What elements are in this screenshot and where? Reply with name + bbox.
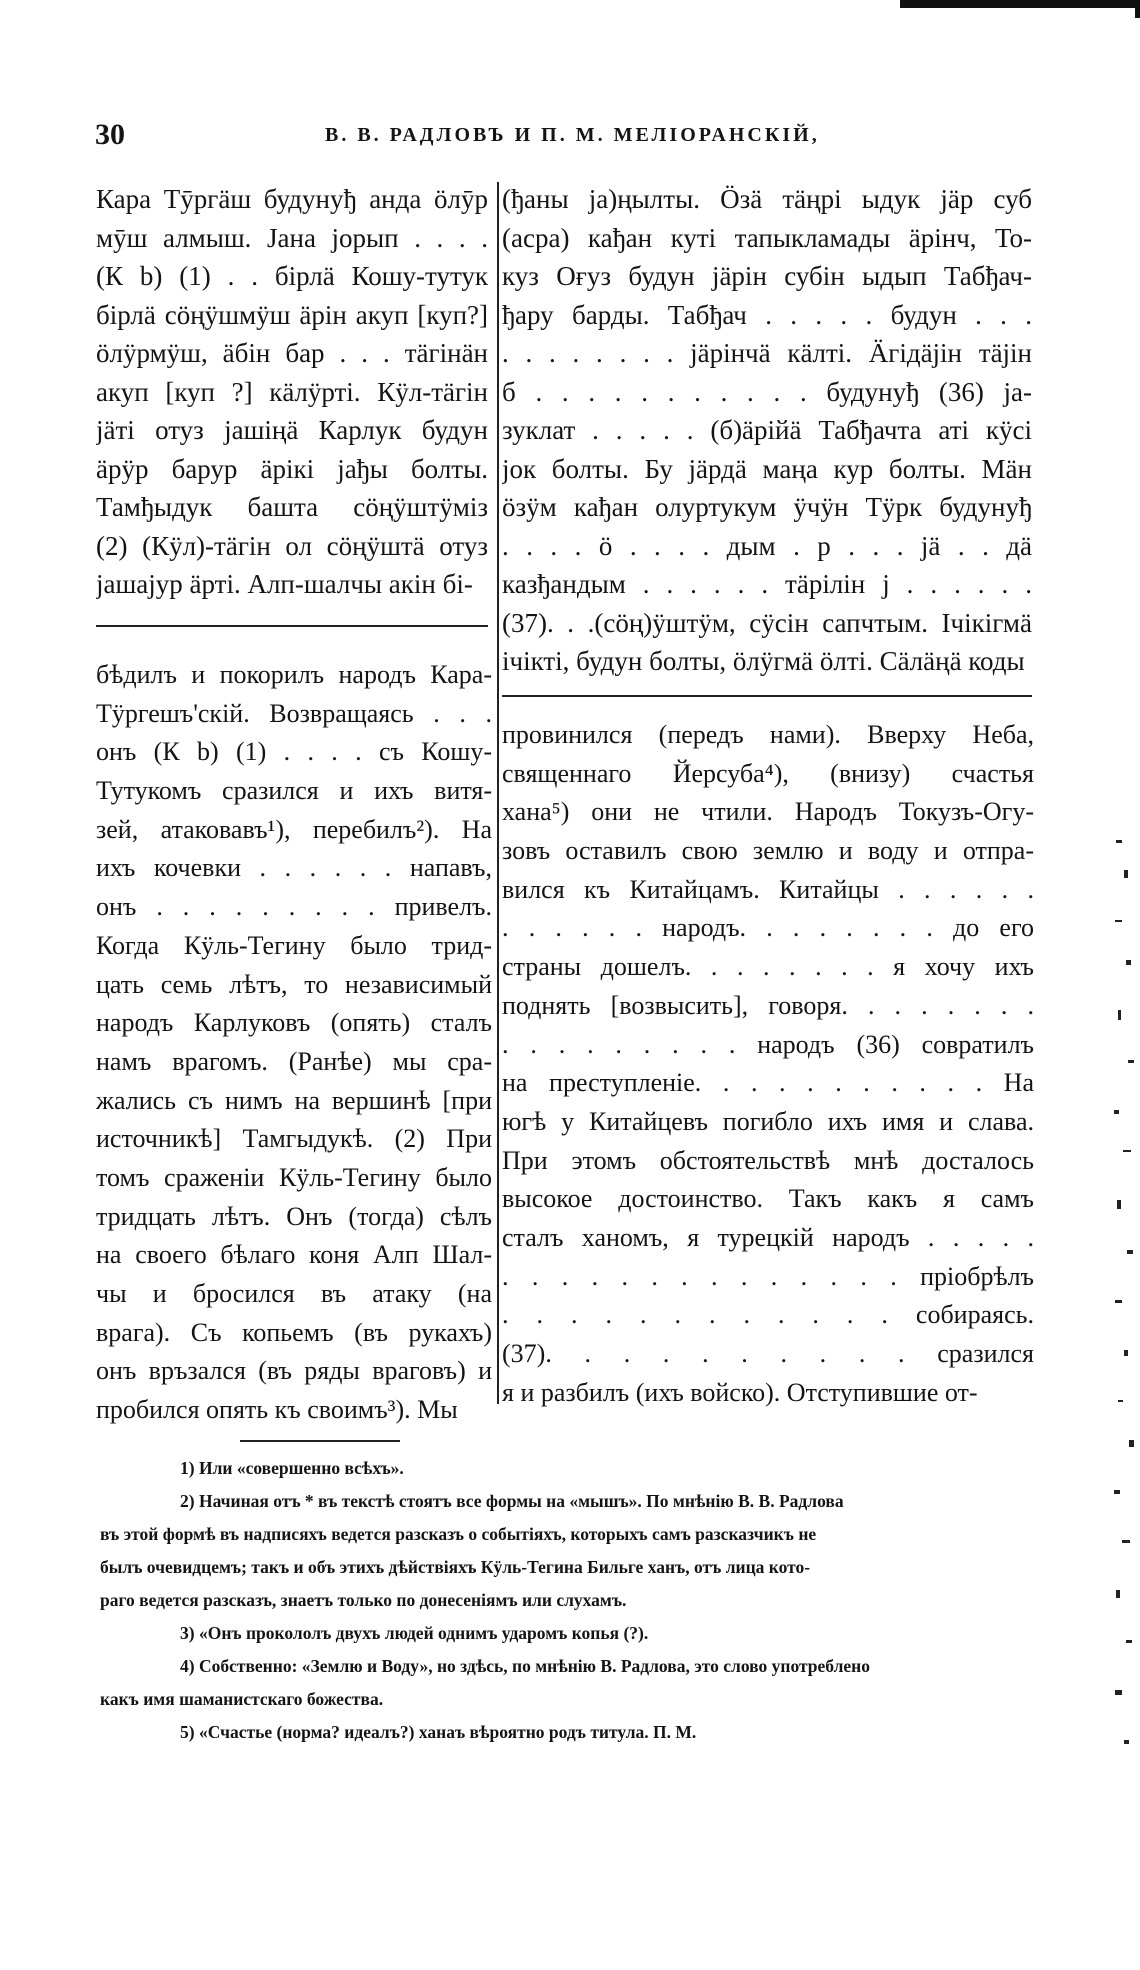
turkic-left-line: јашајур ӓрті. Алп-шалчы акін бі- (96, 569, 473, 599)
russian-left-line: источникѣ] Тамгыдукѣ. (2) При (96, 1124, 492, 1154)
footnote-line: 3) «Онъ прокололъ двухъ людей однимъ ударомъ копья (?). (180, 1623, 649, 1643)
turkic-right-line: . . . . . . . . јӓрінчӓ кӓлті. Ӓгідӓјін тӓјін (502, 338, 1032, 368)
russian-right-line: поднять [возвысить], говоря. . . . . . . . (502, 990, 1034, 1020)
column-divider (497, 182, 499, 1404)
russian-right-line: на преступленіе. . . . . . . . . . . На (502, 1068, 1034, 1098)
russian-left-line: онъ връзался (въ ряды враговъ) и (96, 1356, 492, 1386)
turkic-right-line: (37). . .(сӧң)ӱштӱм, сӱсін сапчтым. Ічікігмӓ (502, 607, 1032, 638)
russian-left-line: жались съ нимъ на вершинѣ [при (96, 1085, 492, 1115)
russian-left-line: томъ сраженіи Кӱль-Тегину было (96, 1162, 492, 1192)
turkic-text-left-column (96, 180, 488, 604)
turkic-right-line: (асра) кађан куті тапыкламады ӓрінч, То- (502, 222, 1032, 253)
russian-right-line: При этомъ обстоятельствѣ мнѣ досталось (502, 1145, 1034, 1175)
russian-left-line: намъ врагомъ. (Ранѣе) мы сра- (96, 1046, 492, 1076)
scan-edge-artifact (1112, 830, 1140, 1790)
russian-left-line: Тӱргешъ'скій. Возвращаясь . . . (96, 698, 492, 728)
russian-right-line: югѣ у Китайцевъ погибло ихъ имя и слава. (502, 1106, 1034, 1136)
russian-left-line: народъ Карлуковъ (опять) сталъ (96, 1008, 492, 1038)
russian-left-line: на своего бѣлаго коня Алп Шал- (96, 1240, 492, 1270)
footnote-line: въ этой формѣ въ надписяхъ ведется разсказъ о событіяхъ, которыхъ самъ разсказчикъ не (100, 1524, 817, 1544)
turkic-left-line: ӓрӱр барур ӓрікі јађы болты. (96, 453, 488, 484)
turkic-left-line: Кара Тӯргӓш будунуђ анда ӧлӯр (96, 184, 488, 214)
page-number: 30 (95, 118, 125, 151)
footnote-line: 5) «Счастье (норма? идеалъ?) ханаъ вѣроятно родъ титула. П. М. (180, 1722, 697, 1742)
russian-right-line: хана⁵) они не чтили. Народъ Токузъ-Огу- (502, 797, 1034, 827)
scan-edge-mark (900, 0, 1140, 8)
russian-right-line: . . . . . . народъ. . . . . . . . до его (502, 913, 1034, 943)
turkic-right-line: ічікті, будун болты, ӧлӱгмӓ ӧлті. Сӓлӓңӓ коды (502, 646, 1025, 676)
russian-left-line: онъ . . . . . . . . . привелъ. (96, 892, 492, 922)
turkic-right-line: јок болты. Бу јӓрдӓ маңа кур болты. Мӓн (502, 453, 1032, 484)
turkic-left-line: мӯш алмыш. Јана јорып . . . . (96, 222, 488, 253)
russian-left-line: врага). Съ копьемъ (въ рукахъ) (96, 1317, 492, 1347)
russian-right-line: страны дошелъ. . . . . . . . я хочу ихъ (502, 952, 1034, 982)
turkic-left-line: ӧлӱрмӱш, ӓбін бар . . . тӓгінӓн (96, 338, 488, 368)
russian-right-line: . . . . . . . . . народъ (36) совратилъ (502, 1029, 1034, 1059)
turkic-left-line: Тамђыдук башта сӧңӱштӱміз (96, 492, 488, 522)
scan-edge-mark (1135, 0, 1140, 18)
turkic-left-line: (2) (Кӱл)-тӓгін ол сӧңӱштӓ отуз (96, 530, 488, 561)
russian-right-line: (37). . . . . . . . . . сразился (502, 1339, 1034, 1368)
footnote-line: раго ведется разсказъ, знаетъ только по донесеніямъ или слухамъ. (100, 1590, 627, 1610)
footnote-line: былъ очевидцемъ; такъ и объ этихъ дѣйствіяхъ Кӱль-Тегина Бильге ханъ, отъ лица кото- (100, 1557, 811, 1577)
russian-left-line: чы и бросился въ атаку (на (96, 1279, 492, 1308)
russian-left-line: цать семь лѣтъ, то независимый (96, 969, 492, 999)
russian-left-line: бѣдилъ и покорилъ народъ Кара- (96, 660, 492, 689)
turkic-right-line: . . . . ӧ . . . . дым . р . . . јӓ . . дӓ (502, 530, 1032, 561)
russian-left-line: Когда Кӱль-Тегину было трид- (96, 930, 492, 960)
russian-right-line: . . . . . . . . . . . . собираясь. (502, 1300, 1034, 1330)
russian-left-line: зей, атаковавъ¹), перебилъ²). На (96, 814, 492, 844)
turkic-right-line: (ђаны ја)ңылты. Ӧзӓ тӓңрі ыдук јӓр суб (502, 184, 1032, 214)
turkic-left-line: (К b) (1) . . бірлӓ Кошу-тутук (96, 261, 488, 291)
russian-right-line: . . . . . . . . . . . . . . пріобрѣлъ (502, 1261, 1034, 1291)
russian-right-line: провинился (передъ нами). Вверху Неба, (502, 720, 1034, 749)
russian-left-line: пробился опять къ своимъ³). Мы (96, 1395, 458, 1425)
turkic-right-line: зуклат . . . . . (б)ӓрійӓ Табђачта аті кӱсі (502, 415, 1032, 445)
russian-translation-left-column (96, 656, 492, 1430)
turkic-right-line: ђару барды. Табђач . . . . . будун . . . (502, 299, 1032, 330)
turkic-right-line: ӧзӱм кађан олуртукум ӱчӱн Тӱрк будунуђ (502, 492, 1032, 522)
running-title: В. В. РАДЛОВЪ И П. М. МЕЛІОРАНСКІЙ, (325, 124, 820, 146)
turkic-right-line: казђандым . . . . . . тӓрілін ј . . . . . . (502, 569, 1032, 599)
russian-left-line: ихъ кочевки . . . . . . напавъ, (96, 853, 492, 883)
russian-right-line: я и разбилъ (ихъ войско). Отступившие от- (502, 1377, 978, 1407)
running-head (95, 118, 1075, 158)
section-rule-left (96, 625, 488, 627)
section-rule-right (502, 695, 1032, 697)
turkic-left-line: акуп [куп ?] кӓлӱрті. Кӱл-тӓгін (96, 376, 488, 407)
russian-right-line: сталъ ханомъ, я турецкій народъ . . . . . (502, 1222, 1034, 1252)
russian-left-line: Тутукомъ сразился и ихъ витя- (96, 776, 492, 806)
footnote-rule (240, 1440, 400, 1442)
russian-translation-right-column (502, 716, 1034, 1412)
turkic-text-right-column (502, 180, 1032, 681)
russian-right-line: священнаго Йерсуба⁴), (внизу) счастья (502, 758, 1034, 788)
footnote-line: 4) Собственно: «Землю и Воду», но здѣсь, по мнѣнію В. Радлова, это слово употреблено (180, 1656, 871, 1676)
footnote-line: 1) Или «совершенно всѣхъ». (180, 1458, 404, 1478)
russian-right-line: высокое достоинство. Такъ какъ я самъ (502, 1184, 1034, 1214)
turkic-right-line: б . . . . . . . . . . . будунуђ (36) ја- (502, 376, 1032, 407)
russian-right-line: зовъ оставилъ свою землю и воду и отпра- (502, 836, 1034, 866)
turkic-left-line: јӓті отуз јашіңӓ Карлук будун (96, 415, 488, 445)
russian-right-line: вился къ Китайцамъ. Китайцы . . . . . . (502, 874, 1034, 904)
turkic-right-line: куз Оғуз будун јӓрін субін ыдып Табђач- (502, 261, 1032, 291)
turkic-left-line: бірлӓ сӧңӱшмӱш ӓрін акуп [куп?] (96, 299, 488, 330)
russian-left-line: тридцать лѣтъ. Онъ (тогда) сѣлъ (96, 1201, 492, 1231)
footnote-line: 2) Начиная отъ * въ текстѣ стоятъ все формы на «мышъ». По мнѣнію В. В. Радлова (180, 1491, 844, 1511)
footnote-line: какъ имя шаманистскаго божества. (100, 1689, 384, 1709)
russian-left-line: онъ (К b) (1) . . . . съ Кошу- (96, 737, 492, 767)
footnotes (100, 1452, 1035, 1749)
